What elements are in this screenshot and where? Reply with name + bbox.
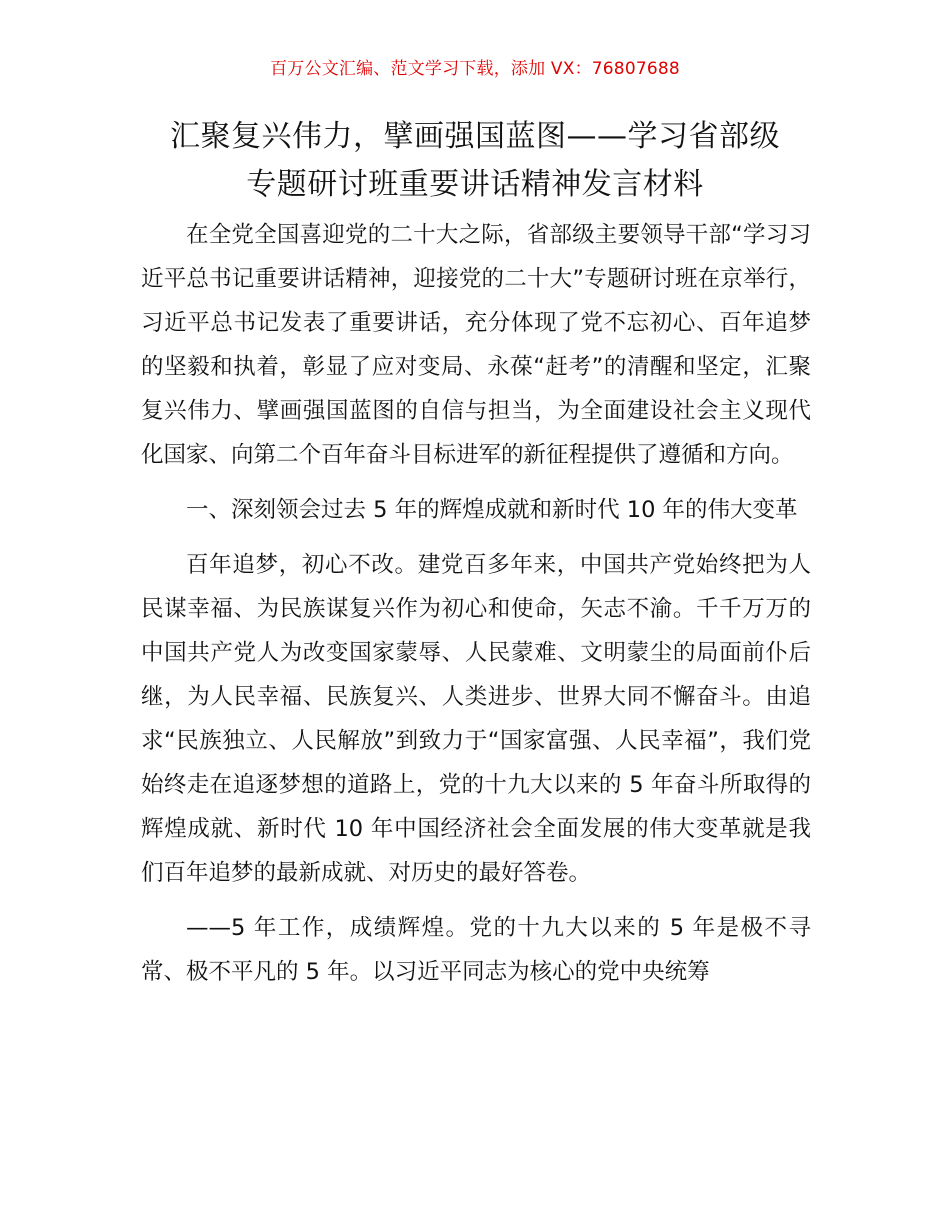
section-heading-1: 一、深刻领会过去 5 年的辉煌成就和新时代 10 年的伟大变革 xyxy=(186,497,798,523)
watermark-banner: 百万公文汇编、范文学习下载，添加 VX：76807688 xyxy=(270,59,680,79)
title-line-2: 专题研讨班重要讲话精神发言材料 xyxy=(246,167,704,202)
paragraph-intro: 在全党全国喜迎党的二十大之际，省部级主要领导干部“学习习近平总书记重要讲话精神，迎接党的二十大”专题研讨班在京举行，习近平总书记发表了重要讲话，充分体现了党不忘初心、百年追梦的坚毅和执着，彰显了应对变局、永葆“赶考”的清醒和坚定，汇聚复兴伟力、擘画强国蓝图的自信与担当，为全面建设社会主义现代化国家、向第二个百年奋斗目标进军的新征程提供了遵循和方向。 xyxy=(141,222,811,468)
title-line-1: 汇聚复兴伟力，擘画强国蓝图——学习省部级 xyxy=(170,119,780,154)
paragraph-body: ——5 年工作，成绩辉煌。党的十九大以来的 5 年是极不寻常、极不平凡的 5 年。以习近平同志为核心的党中央统筹 xyxy=(141,915,811,985)
document-title xyxy=(100,113,850,209)
paragraph-body: 百年追梦，初心不改。建党百多年来，中国共产党始终把为人民谋幸福、为民族谋复兴作为初心和使命，矢志不渝。千千万万的中国共产党人为改变国家蒙辱、人民蒙难、文明蒙尘的局面前仆后继，为人民幸福、民族复兴、人类进步、世界大同不懈奋斗。由追求“民族独立、人民解放”到致力于“国家富强、人民幸福”，我们党始终走在追逐梦想的道路上，党的十九大以来的 5 年奋斗所取得的辉煌成就、新时代 10 年中国经济社会全面发展的伟大变革就是我们百年追梦的最新成就、对历史的最好答卷。 xyxy=(141,552,811,886)
document-body xyxy=(141,213,811,1005)
